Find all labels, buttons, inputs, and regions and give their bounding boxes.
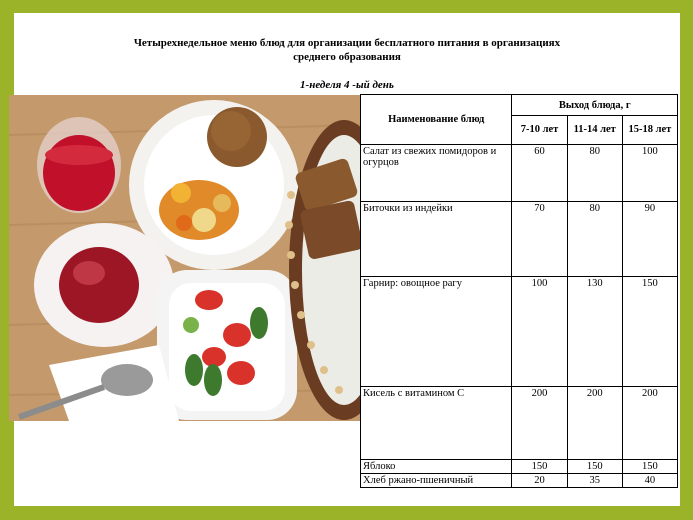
- age-header-15-18: 15-18 лет: [622, 116, 677, 145]
- table-row: [361, 460, 678, 474]
- table-row: [361, 387, 678, 460]
- table-row: [361, 202, 678, 277]
- yield-value: 90: [622, 202, 677, 277]
- yield-value: 130: [567, 277, 622, 387]
- slide: [14, 13, 680, 506]
- age-header-11-14: 11-14 лет: [567, 116, 622, 145]
- col-yield-header: Выход блюда, г: [512, 95, 678, 116]
- dish-name: Кисель с витамином С: [361, 387, 512, 460]
- yield-value: 70: [512, 202, 567, 277]
- dish-name: Салат из свежих помидоров и огурцов: [361, 145, 512, 202]
- yield-value: 35: [567, 474, 622, 488]
- yield-value: 80: [567, 145, 622, 202]
- yield-value: 150: [512, 460, 567, 474]
- salad-plate-icon: [157, 270, 297, 420]
- col-name-header: Наименование блюд: [361, 95, 512, 145]
- yield-value: 80: [567, 202, 622, 277]
- yield-value: 20: [512, 474, 567, 488]
- yield-value: 150: [622, 460, 677, 474]
- apple-bowl-icon: [34, 223, 174, 347]
- yield-value: 100: [512, 277, 567, 387]
- meal-photo: [9, 95, 360, 421]
- meal-tray-photo-icon: [9, 95, 360, 421]
- table-row: [361, 474, 678, 488]
- page-title: [14, 36, 680, 64]
- yield-value: 60: [512, 145, 567, 202]
- yield-value: 100: [622, 145, 677, 202]
- page-subtitle: 1-неделя 4 -ый день: [300, 79, 394, 91]
- title-line-1: Четырехнедельное меню блюд для организации бесплатного питания в организациях: [133, 37, 561, 49]
- yield-value: 200: [622, 387, 677, 460]
- age-header-7-10: 7-10 лет: [512, 116, 567, 145]
- juice-glass-icon: [37, 117, 121, 213]
- table-header-row: [361, 95, 678, 116]
- yield-value: 200: [512, 387, 567, 460]
- title-line-2: среднего образования: [293, 51, 401, 63]
- dish-name: Гарнир: овощное рагу: [361, 277, 512, 387]
- yield-value: 150: [567, 460, 622, 474]
- yield-value: 150: [622, 277, 677, 387]
- menu-table: [360, 94, 678, 488]
- table-row: [361, 145, 678, 202]
- table-row: [361, 277, 678, 387]
- dish-name: Биточки из индейки: [361, 202, 512, 277]
- dish-name: Хлеб ржано-пшеничный: [361, 474, 512, 488]
- yield-value: 200: [567, 387, 622, 460]
- dish-name: Яблоко: [361, 460, 512, 474]
- yield-value: 40: [622, 474, 677, 488]
